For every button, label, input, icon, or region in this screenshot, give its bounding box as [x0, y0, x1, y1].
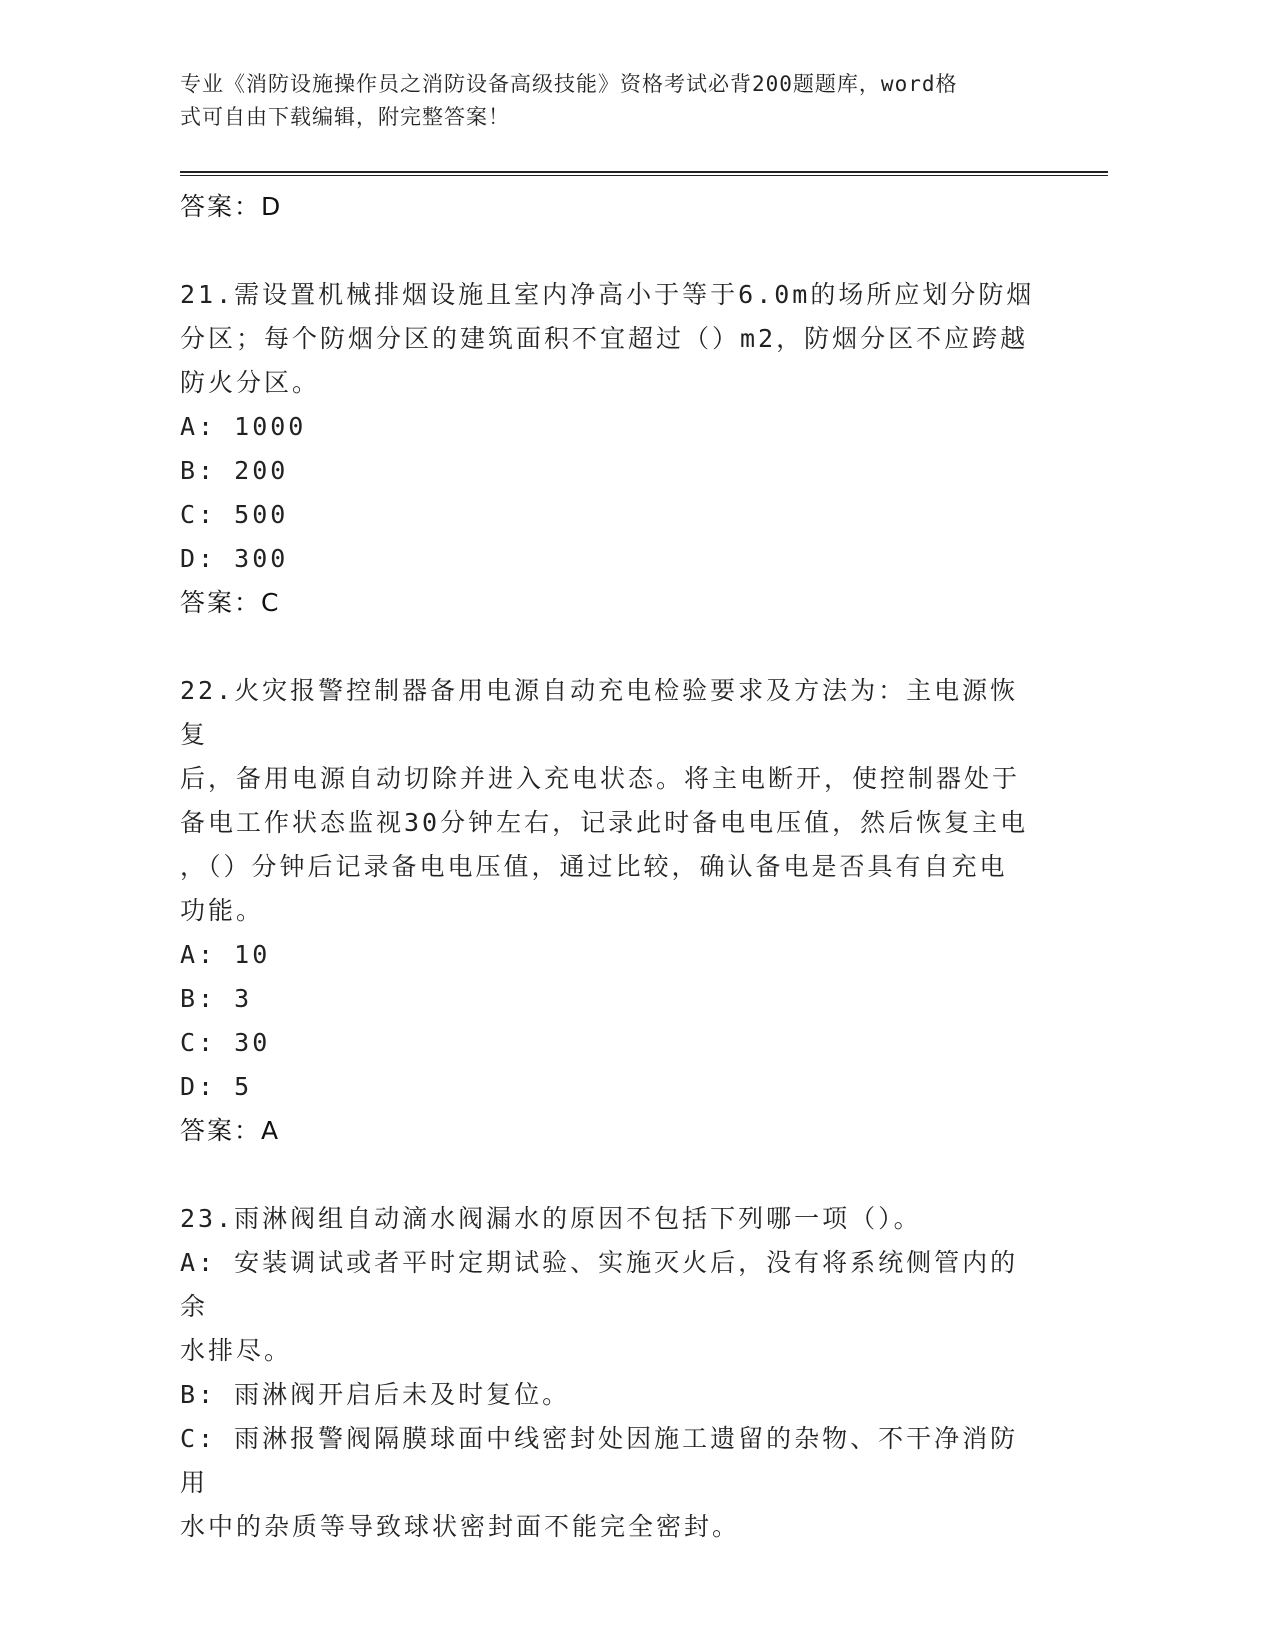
spacer: [180, 1153, 1060, 1197]
answer-line: 答案：C: [180, 588, 281, 617]
question-text-line: 23.雨淋阀组自动滴水阀漏水的原因不包括下列哪一项（）。: [180, 1204, 922, 1233]
option-text-line: C: 雨淋报警阀隔膜球面中线密封处因施工遗留的杂物、不干净消防用: [180, 1424, 1019, 1497]
question-text-line: 22.火灾报警控制器备用电源自动充电检验要求及方法为：主电源恢复: [180, 676, 1019, 749]
spacer: [180, 625, 1060, 669]
option-a: [180, 1241, 1040, 1373]
option-b: B: 3: [180, 984, 253, 1013]
document-page: [180, 0, 1060, 1549]
option-b: B: 200: [180, 456, 289, 485]
question-21: [180, 273, 1040, 405]
option-b: [180, 1373, 1040, 1417]
option-d: D: 5: [180, 1072, 253, 1101]
option-text-line: B: 雨淋阀开启后未及时复位。: [180, 1380, 571, 1409]
option-a: A: 10: [180, 940, 271, 969]
question-23: [180, 1197, 1040, 1241]
option-d: D: 300: [180, 544, 289, 573]
option-c: [180, 1417, 1040, 1549]
header-divider: [180, 171, 1108, 176]
question-text-line: 防火分区。: [180, 368, 321, 397]
spacer: [180, 229, 1060, 273]
answer-line: 答案：D: [180, 192, 283, 221]
option-text-line: 水排尽。: [180, 1336, 293, 1365]
answer-line: 答案：A: [180, 1116, 281, 1145]
option-c: C: 500: [180, 500, 289, 529]
header-line: 式可自由下载编辑，附完整答案！: [180, 105, 510, 129]
question-text-line: ，（）分钟后记录备电电压值，通过比较，确认备电是否具有自充电: [180, 852, 1008, 881]
question-text-line: 备电工作状态监视30分钟左右，记录此时备电电压值，然后恢复主电: [180, 808, 1029, 837]
option-text-line: A: 安装调试或者平时定期试验、实施灭火后，没有将系统侧管内的余: [180, 1248, 1019, 1321]
question-text-line: 功能。: [180, 896, 265, 925]
question-22: [180, 669, 1040, 933]
option-c: C: 30: [180, 1028, 271, 1057]
document-header: [180, 68, 1040, 134]
header-line: 专业《消防设施操作员之消防设备高级技能》资格考试必背200题题库，word格: [180, 72, 958, 96]
option-text-line: 水中的杂质等导致球状密封面不能完全密封。: [180, 1512, 741, 1541]
question-text-line: 21.需设置机械排烟设施且室内净高小于等于6.0m的场所应划分防烟: [180, 280, 1035, 309]
question-text-line: 后，备用电源自动切除并进入充电状态。将主电断开，使控制器处于: [180, 764, 1021, 793]
question-text-line: 分区；每个防烟分区的建筑面积不宜超过（）m2，防烟分区不应跨越: [180, 324, 1029, 353]
option-a: A: 1000: [180, 412, 307, 441]
